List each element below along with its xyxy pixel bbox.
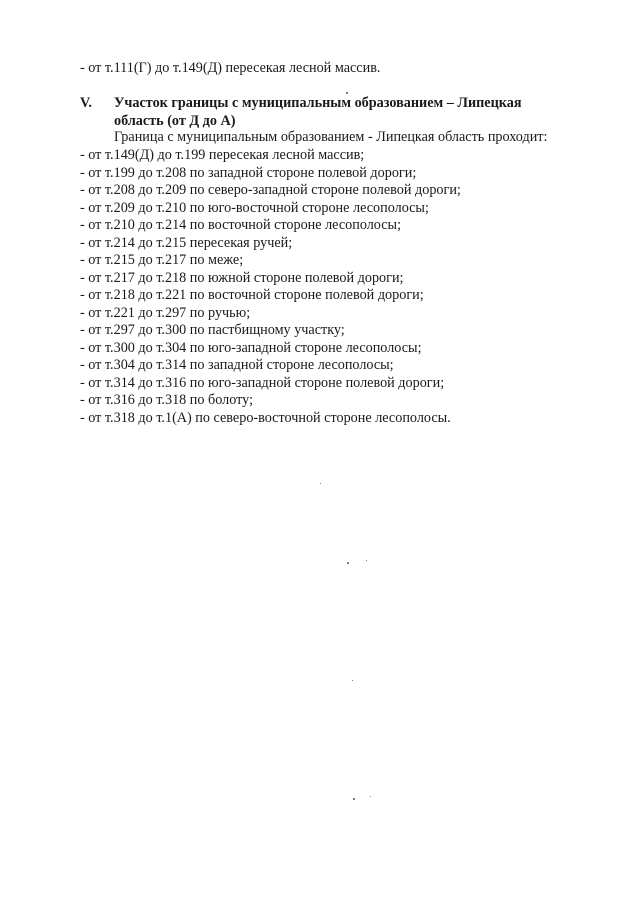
first-line: - от т.111(Г) до т.149(Д) пересекая лесной массив.: [80, 60, 381, 76]
scan-speck: [352, 680, 353, 681]
list-item: - от т.215 до т.217 по меже;: [80, 252, 244, 268]
scan-speck: [370, 796, 371, 797]
scan-speck: [346, 92, 348, 94]
list-item: - от т.214 до т.215 пересекая ручей;: [80, 234, 293, 251]
list-item: - от т.208 до т.209 по северо-западной стороне полевой дороги;: [80, 182, 461, 198]
list-item: - от т.149(Д) до т.199 пересекая лесной массив;: [80, 147, 365, 163]
scan-speck: [366, 560, 367, 561]
list-item: - от т.316 до т.318 по болоту;: [80, 392, 254, 408]
section-title-line1: Участок границы с муниципальным образованием – Липецкая: [114, 95, 522, 111]
list-item: - от т.209 до т.210 по юго-восточной стороне лесополосы;: [80, 199, 429, 216]
scan-speck: [320, 483, 321, 484]
list-item: - от т.221 до т.297 по ручью;: [80, 304, 251, 321]
section-title-line2: область (от Д до А): [114, 113, 236, 129]
section-number: V.: [80, 95, 92, 111]
list-item: - от т.210 до т.214 по восточной стороне лесополосы;: [80, 217, 402, 233]
scan-speck: [353, 798, 355, 800]
boundary-list: [80, 147, 461, 427]
list-item: - от т.304 до т.314 по западной стороне лесополосы;: [80, 357, 394, 373]
intro-text: Граница с муниципальным образованием - Липецкая область проходит:: [114, 129, 548, 145]
scan-speck: [347, 562, 349, 564]
list-item: - от т.199 до т.208 по западной стороне полевой дороги;: [80, 164, 417, 181]
list-item: - от т.300 до т.304 по юго-западной стороне лесополосы;: [80, 339, 422, 356]
list-item: - от т.218 до т.221 по восточной стороне полевой дороги;: [80, 287, 424, 303]
list-item: - от т.297 до т.300 по пастбищному участку;: [80, 322, 345, 338]
list-item: - от т.318 до т.1(А) по северо-восточной стороне лесополосы.: [80, 409, 451, 426]
list-item: - от т.217 до т.218 по южной стороне полевой дороги;: [80, 269, 404, 286]
section-heading: [80, 94, 600, 130]
list-item: - от т.314 до т.316 по юго-западной стороне полевой дороги;: [80, 374, 445, 391]
